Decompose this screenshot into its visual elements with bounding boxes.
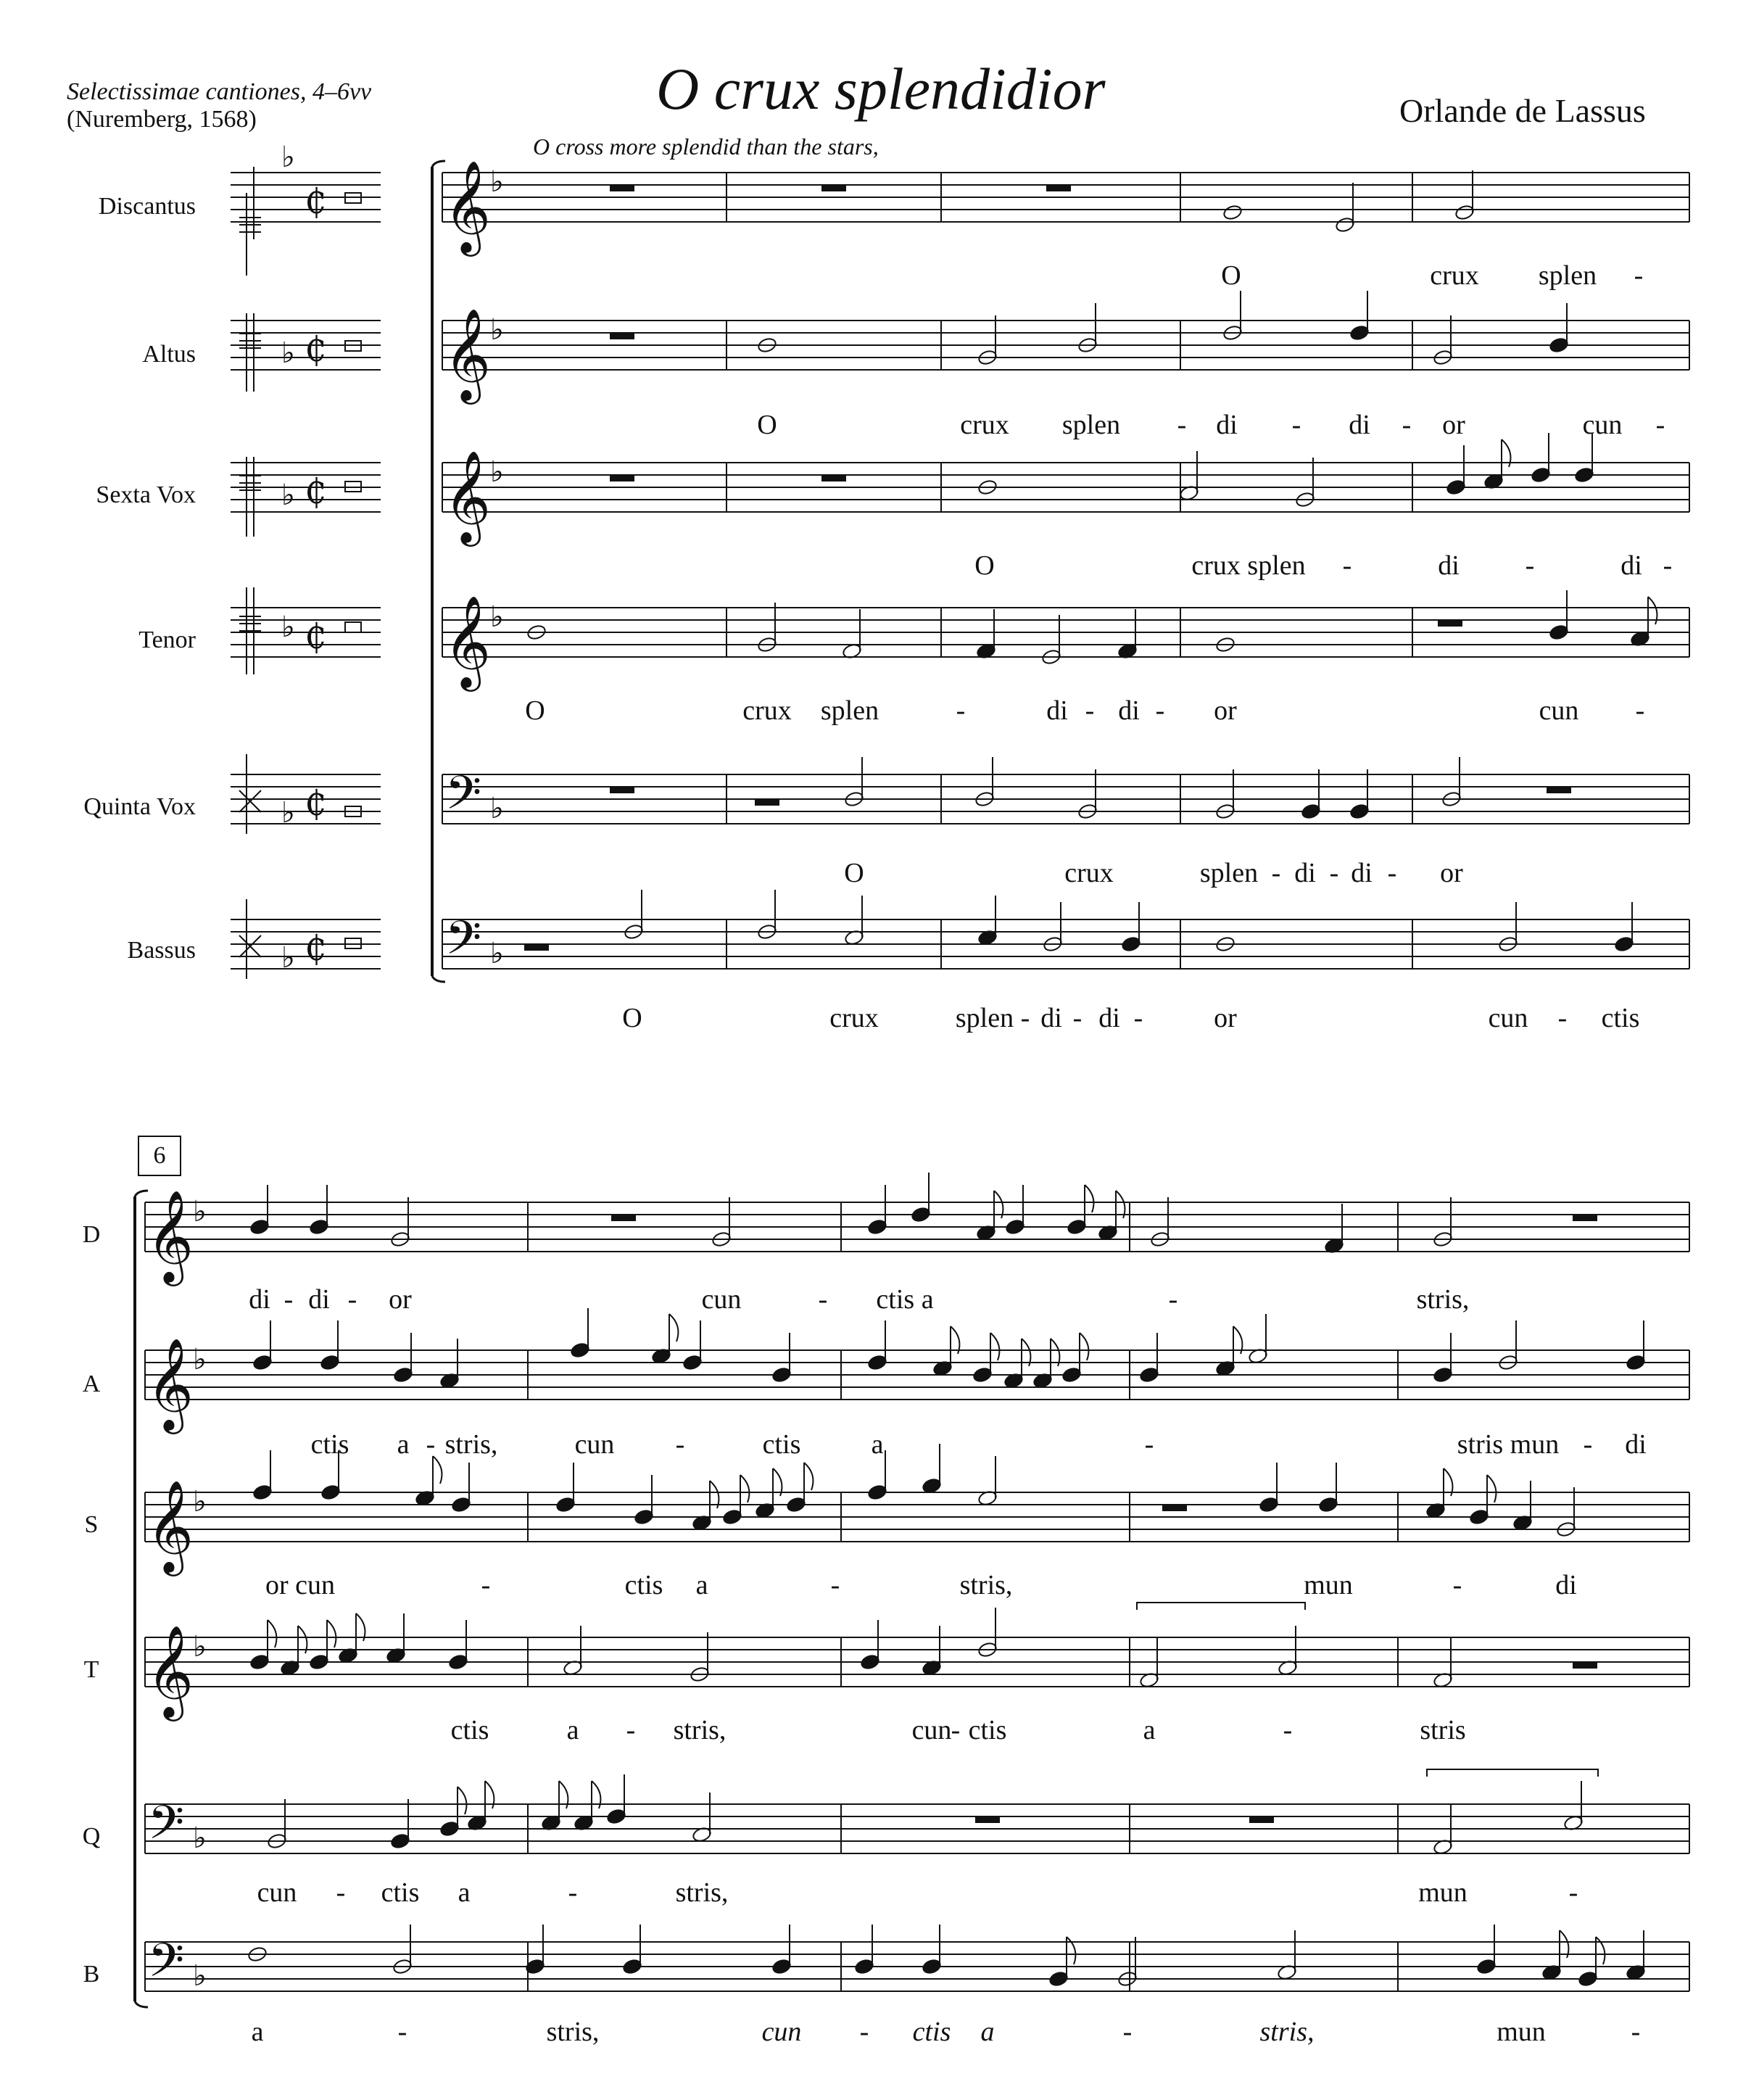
voice-abbr-b: B: [83, 1961, 100, 1988]
note-head: [1222, 204, 1243, 220]
whole-rest: [1573, 1662, 1597, 1668]
lyric: di: [1625, 1429, 1647, 1460]
note-head: [1549, 624, 1569, 640]
lyric: or: [1214, 695, 1237, 726]
note-head: [860, 1653, 880, 1670]
note-head: [320, 1354, 340, 1371]
whole-rest: [610, 787, 634, 793]
note-head: [1061, 1366, 1082, 1383]
lyric: -: [951, 1715, 961, 1745]
lyric: cun: [911, 1715, 952, 1745]
lyric: O: [525, 695, 545, 726]
note-head: [249, 1653, 270, 1670]
svg-text:♭: ♭: [490, 455, 504, 489]
note-head: [451, 1496, 471, 1513]
note-head: [555, 1496, 576, 1513]
lyric: -: [426, 1429, 436, 1460]
note-head: [854, 1958, 874, 1975]
note-head: [309, 1653, 329, 1670]
note-head: [1476, 1958, 1497, 1975]
svg-text:♭: ♭: [281, 611, 295, 644]
treble-clef-icon: 𝄞: [146, 1337, 194, 1430]
lyric: or: [1442, 410, 1465, 440]
incipit-marks: [239, 167, 361, 979]
lyric: cun: [257, 1877, 297, 1908]
lyric: -: [1557, 1003, 1568, 1033]
lyric: cun: [701, 1284, 742, 1315]
note-head: [1139, 1366, 1159, 1383]
lyric: ctis a: [876, 1284, 934, 1315]
note-head: [1005, 1218, 1025, 1235]
voice-name-quinta-vox: Quinta Vox: [83, 793, 196, 820]
flat-icon: [193, 141, 504, 1993]
voice-name-discantus: Discantus: [98, 193, 196, 220]
svg-text:♭: ♭: [281, 141, 295, 174]
note-head: [448, 1653, 468, 1670]
lyric: ctis: [762, 1429, 801, 1460]
lyric: -: [859, 2017, 869, 2047]
note-head: [1121, 935, 1141, 952]
svg-text:♭: ♭: [281, 796, 295, 830]
svg-text:♭: ♭: [193, 1822, 207, 1855]
lyric: -: [1329, 858, 1339, 888]
lyric: ctis: [1601, 1003, 1640, 1033]
note-head: [252, 1484, 273, 1500]
svg-text:♭: ♭: [490, 313, 504, 347]
source-line-1: Selectissimae cantiones, 4–6vv: [67, 78, 372, 105]
lyric: crux: [1430, 260, 1479, 291]
treble-clef-icon: 𝄞: [146, 1624, 194, 1717]
voice-name-altus: Altus: [142, 341, 196, 368]
note-head: [1446, 479, 1466, 495]
whole-rest: [610, 475, 634, 481]
lyric: -: [1122, 2017, 1133, 2047]
lyric: splen: [1199, 858, 1259, 888]
lyric: mun: [1418, 1877, 1468, 1908]
lyric: di: [1294, 858, 1316, 888]
note-head: [972, 1366, 993, 1383]
note-flag: [740, 1475, 749, 1502]
note-head: [1578, 1970, 1598, 1987]
treble-clef-icon: 𝄞: [146, 1189, 194, 1282]
svg-text:₵: ₵: [305, 616, 327, 657]
lyric: di: [1040, 1003, 1062, 1033]
note-head: [771, 1366, 792, 1383]
whole-rest: [1047, 185, 1070, 191]
note-head: [309, 1218, 329, 1235]
lyric: cun: [574, 1429, 615, 1460]
lyric: stris,: [546, 2017, 600, 2047]
lyric: mun: [1304, 1570, 1353, 1600]
note-head: [1349, 803, 1370, 819]
lyric: -: [1072, 1003, 1083, 1033]
lyric: -: [1291, 410, 1301, 440]
note-flag: [268, 1620, 276, 1648]
lyric: stris,: [1416, 1284, 1470, 1315]
note-head: [606, 1808, 626, 1824]
lyric: -: [956, 695, 966, 726]
treble-clef-icon: 𝄞: [444, 595, 492, 687]
note-flag: [1085, 1185, 1093, 1212]
composer-name: Orlande de Lassus: [1399, 92, 1646, 129]
whole-rest: [610, 333, 634, 339]
lyric: or: [1214, 1003, 1237, 1033]
note-head: [570, 1342, 590, 1358]
lyric: ctis: [381, 1877, 420, 1908]
note-head: [1433, 1366, 1453, 1383]
lyric: di: [1216, 410, 1238, 440]
lyric: -: [1144, 1429, 1154, 1460]
svg-text:♭: ♭: [490, 792, 504, 825]
lyric: stris,: [675, 1877, 729, 1908]
note-head: [1549, 336, 1569, 353]
note-flag: [1487, 1475, 1496, 1502]
lyric: splen: [1061, 410, 1121, 440]
lyric: O: [622, 1003, 642, 1033]
whole-rest: [1250, 1816, 1273, 1822]
lyric: O: [844, 858, 864, 888]
lyric: ctis: [968, 1715, 1007, 1745]
lyric: -: [347, 1284, 357, 1315]
lyric: -: [675, 1429, 685, 1460]
lyric: di: [1555, 1570, 1577, 1600]
lyric: -: [1133, 1003, 1143, 1033]
note-flag: [433, 1456, 442, 1484]
lyric: a: [397, 1429, 410, 1460]
barlines-system1: [442, 173, 1689, 969]
measure-number-box: 6: [138, 1136, 181, 1176]
note-flag: [990, 1333, 999, 1360]
lyric: ctis: [912, 2017, 951, 2047]
lyric: di: [308, 1284, 330, 1315]
lyric: di: [1620, 550, 1642, 581]
whole-rest: [822, 185, 845, 191]
voice-name-tenor: Tenor: [138, 627, 196, 653]
note-flag: [327, 1620, 336, 1648]
lyric: -: [1177, 410, 1187, 440]
svg-text:₵: ₵: [305, 928, 327, 969]
ligature-bracket: [1137, 1603, 1598, 1777]
note-flag: [669, 1314, 678, 1342]
lyric: di: [1118, 695, 1140, 726]
lyric: a: [566, 1715, 579, 1745]
lyric: stris,: [673, 1715, 727, 1745]
lyric: crux: [1064, 858, 1114, 888]
lyric: ctis: [310, 1429, 349, 1460]
whole-rest: [525, 944, 548, 950]
svg-text:♭: ♭: [193, 1630, 207, 1663]
bass-clef-icon: 𝄢: [445, 911, 482, 977]
svg-text:♭: ♭: [281, 479, 295, 512]
note-flag: [1596, 1937, 1605, 1964]
lyric: di: [249, 1284, 270, 1315]
note-head: [1067, 1218, 1087, 1235]
note-head: [911, 1206, 931, 1223]
lyric: -: [1655, 410, 1665, 440]
whole-rest: [610, 185, 634, 191]
lyric: di: [1438, 550, 1460, 581]
lyric: stris,: [444, 1429, 498, 1460]
lyric: splen: [955, 1003, 1014, 1033]
voice-name-bassus: Bassus: [127, 937, 196, 964]
lyric: -: [1663, 550, 1673, 581]
note-head: [1469, 1508, 1489, 1525]
lyric: stris,: [959, 1570, 1013, 1600]
svg-text:♭: ♭: [193, 1959, 207, 1993]
lyric: crux: [960, 410, 1009, 440]
note-head: [320, 1484, 341, 1500]
lyric: cun: [1582, 410, 1623, 440]
note-head: [1318, 1496, 1338, 1513]
svg-text:♭: ♭: [193, 1343, 207, 1376]
whole-rest: [1547, 787, 1570, 793]
svg-text:♭: ♭: [281, 336, 295, 370]
note-head: [1626, 1354, 1646, 1371]
lyric: -: [1568, 1877, 1578, 1908]
whole-rest: [1163, 1505, 1186, 1510]
voice-abbr-s: S: [84, 1511, 99, 1538]
lyric: stris: [1420, 1715, 1466, 1745]
lyric: O: [1221, 260, 1241, 291]
lyric: -: [481, 1570, 491, 1600]
lyric: -: [336, 1877, 346, 1908]
lyric: a: [695, 1570, 708, 1600]
whole-rest: [1439, 620, 1462, 626]
svg-text:♭: ♭: [490, 600, 504, 634]
lyric: splen: [820, 695, 879, 726]
note-head: [390, 1832, 410, 1849]
staff-lines: [442, 173, 1689, 969]
lyric: ctis: [450, 1715, 489, 1745]
treble-clef-icon: 𝄞: [444, 307, 492, 400]
note-head: [249, 1218, 270, 1235]
note-head: [722, 1508, 742, 1525]
lyric: -: [1085, 695, 1095, 726]
note-head: [867, 1354, 887, 1371]
lyric: di: [1351, 858, 1373, 888]
note-head: [867, 1218, 887, 1235]
lyric: a: [871, 1429, 884, 1460]
lyric: cun: [1539, 695, 1579, 726]
cut-time-icon: [305, 181, 327, 969]
note-head: [439, 1820, 460, 1837]
note-flag: [458, 1787, 466, 1814]
lyric: -: [1342, 550, 1352, 581]
voice-abbr-t: T: [83, 1656, 99, 1683]
lyric: -: [283, 1284, 294, 1315]
incipit-staves: [231, 173, 381, 969]
lyric: a: [251, 2017, 264, 2047]
lyric: O: [974, 550, 995, 581]
svg-text:♭: ♭: [281, 941, 295, 975]
treble-clef-icon: 𝄞: [444, 450, 492, 542]
note-head: [634, 1508, 654, 1525]
lyric: crux: [742, 695, 792, 726]
lyric: -: [1387, 858, 1397, 888]
lyric: splen: [1538, 260, 1597, 291]
note-head: [393, 1366, 413, 1383]
bass-clef-icon: 𝄢: [148, 1796, 185, 1861]
note-head: [1454, 204, 1475, 220]
svg-text:♭: ♭: [193, 1195, 207, 1228]
note-head: [786, 1496, 806, 1513]
lyric: ctis: [624, 1570, 663, 1600]
bass-clef-icon: 𝄢: [445, 766, 482, 832]
whole-rest: [976, 1816, 999, 1822]
whole-rest: [1573, 1215, 1597, 1220]
note-flag: [1080, 1333, 1088, 1360]
lyric: or cun: [265, 1570, 336, 1600]
note-head: [1259, 1496, 1279, 1513]
note-head: [1531, 466, 1551, 483]
treble-clef-icon: 𝄞: [444, 160, 492, 252]
note-head: [1335, 216, 1355, 233]
lyric: crux: [829, 1003, 879, 1033]
svg-text:₵: ₵: [305, 329, 327, 370]
lyric: -: [1271, 858, 1281, 888]
barlines-system2: [145, 1202, 1689, 1991]
svg-text:₵: ₵: [305, 471, 327, 512]
lyric: di: [1098, 1003, 1120, 1033]
lyric: -: [1155, 695, 1165, 726]
lyric: -: [1168, 1284, 1178, 1315]
lyric: -: [1020, 1003, 1030, 1033]
lyric: a: [980, 2017, 995, 2047]
whole-rest: [756, 799, 779, 805]
lyric: O: [757, 410, 777, 440]
note-head: [1614, 935, 1634, 952]
treble-clef-icon: 𝄞: [146, 1479, 194, 1572]
whole-rest: [612, 1215, 635, 1220]
lyric: crux splen: [1191, 550, 1306, 581]
lyric: or: [389, 1284, 412, 1315]
lyric: -: [1583, 1429, 1593, 1460]
piece-title: O crux splendidior: [656, 56, 1106, 122]
clefs: [146, 160, 491, 1999]
lyric: cun: [761, 2017, 802, 2047]
lyric: di: [1349, 410, 1370, 440]
svg-text:♭: ♭: [490, 937, 504, 970]
svg-text:♭: ♭: [490, 165, 504, 199]
lyric: -: [626, 1715, 636, 1745]
note-head: [1574, 466, 1594, 483]
voice-abbr-a: A: [82, 1371, 101, 1397]
note-head: [922, 1958, 942, 1975]
lyric: a: [1143, 1715, 1156, 1745]
lyric: a: [458, 1877, 471, 1908]
lyric: -: [397, 2017, 407, 2047]
note-head: [1301, 803, 1321, 819]
lyric: -: [1283, 1715, 1293, 1745]
note-flag: [804, 1463, 813, 1490]
lyric: mun: [1497, 2017, 1546, 2047]
lyric: -: [1635, 695, 1645, 726]
lyric: -: [1631, 2017, 1641, 2047]
whole-rest: [822, 475, 845, 481]
lyric: -: [1525, 550, 1535, 581]
lyric: stris,: [1259, 2017, 1315, 2047]
lyric: or: [1440, 858, 1463, 888]
svg-text:♭: ♭: [193, 1485, 207, 1518]
svg-text:₵: ₵: [305, 181, 327, 222]
note-head: [622, 1958, 642, 1975]
translation-line: O cross more splendid than the stars,: [533, 133, 879, 160]
svg-text:₵: ₵: [305, 783, 327, 824]
source-line-2: (Nuremberg, 1568): [67, 106, 257, 133]
lyric: -: [568, 1877, 578, 1908]
staff-lines: [145, 1202, 1689, 1991]
bass-clef-icon: 𝄢: [148, 1934, 185, 1999]
voice-abbr-q: Q: [82, 1823, 101, 1850]
note-flag: [1067, 1937, 1075, 1964]
note-head: [771, 1958, 792, 1975]
lyric: cun: [1488, 1003, 1528, 1033]
voice-name-sexta-vox: Sexta Vox: [96, 481, 196, 508]
lyric: -: [830, 1570, 840, 1600]
lyric: di: [1046, 695, 1068, 726]
note-head: [252, 1354, 273, 1371]
note-head: [1048, 1970, 1069, 1987]
lyric: -: [1402, 410, 1412, 440]
note-head: [867, 1484, 887, 1500]
lyric: -: [818, 1284, 828, 1315]
lyric: stris mun: [1457, 1429, 1560, 1460]
note-head: [1349, 324, 1370, 341]
lyric: -: [1634, 260, 1644, 291]
lyric: -: [1452, 1570, 1462, 1600]
note-head: [682, 1354, 703, 1371]
voice-abbr-d: D: [82, 1221, 101, 1248]
